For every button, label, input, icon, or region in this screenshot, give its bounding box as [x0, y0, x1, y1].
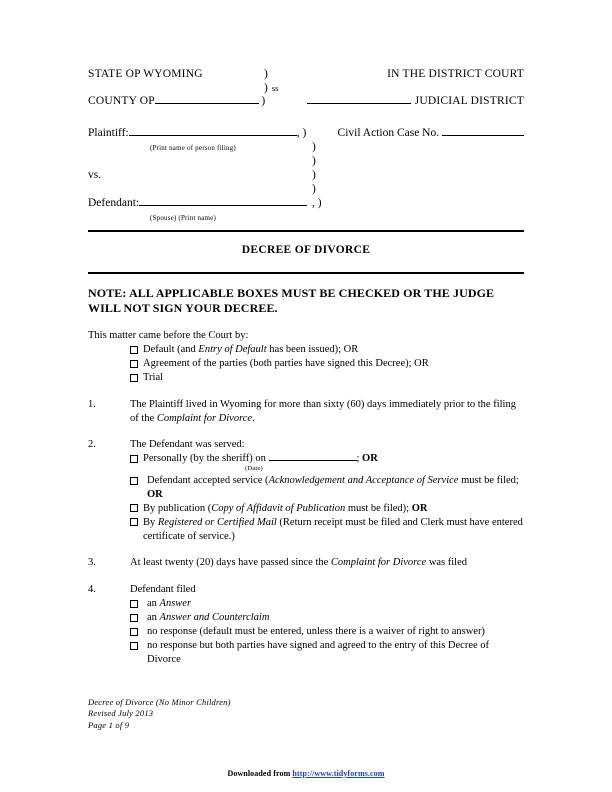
accepted-italic: Acknowledgement and Acceptance of Service — [268, 475, 459, 487]
spacer-cell-1 — [88, 155, 312, 167]
checkbox-label-accepted-service — [143, 474, 524, 501]
item-body-3 — [130, 556, 524, 570]
mail-italic: Registered or Certified Mail — [157, 516, 277, 528]
counterclaim-pre: an — [147, 612, 160, 624]
checkbox-answer-counterclaim[interactable] — [130, 614, 138, 622]
checkbox-label-default — [143, 343, 524, 357]
defendant-label: Defendant: — [88, 197, 140, 209]
party-paren-4: ) — [312, 169, 316, 181]
judicial-district-label: JUDICIAL DISTRICT — [414, 95, 524, 107]
caption-paren-1: ) — [264, 68, 268, 80]
footer-form-name: Decree of Divorce (No Minor Children) — [88, 697, 231, 707]
spacer-cell-7 — [358, 211, 524, 223]
download-watermark — [0, 769, 612, 778]
document-footer — [88, 697, 231, 731]
checkbox-row-personal-service[interactable] — [130, 452, 524, 466]
publication-or: OR — [411, 502, 428, 514]
accepted-post: must be filed; — [458, 475, 519, 487]
checkbox-row-accepted-service[interactable] — [130, 474, 524, 501]
checkbox-certified-mail[interactable] — [130, 518, 138, 526]
spacer-cell-5 — [358, 183, 524, 195]
county-label: COUNTY OP — [88, 95, 155, 107]
party-paren-7 — [312, 211, 358, 223]
spacer-right — [310, 82, 524, 94]
numbered-item-3 — [88, 556, 524, 570]
label-italic: Entry of Default — [198, 344, 267, 356]
mail-pre: By — [143, 516, 158, 528]
numbered-item-2 — [88, 438, 524, 452]
personal-post: ; — [356, 453, 363, 465]
title-rule-bottom — [88, 272, 524, 274]
page-title: DECREE OF DIVORCE — [241, 244, 371, 256]
party-caption-block — [88, 127, 524, 225]
plaintiff-sublabel: (Print name of person filing) — [150, 144, 236, 152]
service-date-sublabel: (Date) — [245, 465, 263, 473]
county-field — [88, 95, 261, 107]
note-text: NOTE: ALL APPLICABLE BOXES MUST BE CHECKED OR THE JUDGE WILL NOT SIGN YOUR DECREE. — [88, 286, 495, 315]
spacer-cell-4 — [88, 183, 312, 195]
plaintiff-field — [88, 127, 297, 139]
sub-spacer-1 — [358, 141, 524, 153]
checkbox-label-no-response-agreed: no response but both parties have signed and agreed to the entry of this Decree of Divorce — [147, 640, 490, 666]
checkbox-accepted-service[interactable] — [130, 477, 138, 485]
checkbox-row-no-response[interactable] — [130, 625, 524, 639]
checkbox-row-default[interactable] — [130, 343, 524, 357]
caption-spacer-row-2 — [88, 183, 524, 197]
spacer-cell-6 — [358, 197, 524, 209]
case-number-field — [338, 127, 524, 139]
publication-post: must be filed); — [345, 502, 412, 514]
caption-paren-ss — [264, 82, 310, 94]
item-body-2: The Defendant was served: — [130, 439, 245, 451]
watermark-label: Downloaded from — [227, 769, 291, 778]
checkbox-label-personal-service — [143, 452, 524, 466]
plaintiff-sublabel-row — [88, 141, 524, 155]
footer-revision-date: Revised July 2013 — [88, 708, 154, 719]
header-row-ss — [88, 82, 524, 94]
state-label: STATE OP WYOMING — [88, 68, 203, 80]
service-date-blank[interactable] — [269, 460, 357, 461]
plaintiff-row — [88, 127, 524, 141]
paren-glyph: ) — [264, 82, 268, 94]
ss-notation: ss — [271, 83, 279, 93]
checkbox-no-response[interactable] — [130, 628, 138, 636]
plaintiff-label: Plaintiff: — [88, 127, 129, 139]
checkbox-answer[interactable] — [130, 600, 138, 608]
item-1-pre: The Plaintiff lived in Wyoming for more than sixty (60) days immediately prior to the filing of the — [130, 399, 516, 424]
plaintiff-sub-wrap — [88, 141, 312, 153]
counterclaim-italic: Answer and Counterclaim — [159, 612, 270, 624]
vs-row — [88, 169, 524, 183]
party-paren-2: ) — [312, 141, 316, 153]
accepted-or: OR — [147, 488, 163, 500]
checkbox-agreement[interactable] — [130, 360, 138, 368]
checkbox-label-publication — [143, 502, 524, 516]
lead-line: This matter came before the Court by: — [88, 330, 249, 341]
item-number-3: 3. — [88, 557, 96, 569]
spacer-cell-2 — [358, 155, 524, 167]
county-blank[interactable] — [155, 103, 259, 104]
label-pre: Default (and — [143, 344, 199, 356]
checkbox-row-agreement[interactable] — [130, 357, 524, 371]
plaintiff-name-blank[interactable] — [129, 135, 297, 136]
judicial-district-blank[interactable] — [307, 103, 411, 104]
item-number-2: 2. — [88, 439, 96, 451]
numbered-item-4 — [88, 583, 524, 597]
defendant-sublabel-row — [88, 211, 524, 225]
checkbox-label-certified-mail — [143, 516, 524, 543]
label-post: has been issued); OR — [266, 344, 359, 356]
mail-post: (Return receipt must be filed and Clerk must have entered certificate of service.) — [143, 516, 523, 542]
spacer-left — [88, 82, 264, 94]
item-1-italic: Complaint for Divorce — [156, 412, 253, 424]
item-number-1: 1. — [88, 399, 96, 411]
numbered-item-1 — [88, 398, 524, 425]
party-paren-1: , ) — [296, 127, 307, 139]
judicial-district-field — [307, 95, 524, 107]
checkbox-label-trial: Trial — [143, 372, 164, 384]
checkbox-default[interactable] — [130, 346, 138, 354]
caption-paren-2: ) — [261, 95, 266, 107]
footer-page-number: Page 1 of 9 — [88, 719, 130, 730]
header-row-county — [88, 95, 524, 107]
checkbox-label-no-response: no response (default must be entered, unless there is a waiver of right to answer) — [147, 626, 485, 638]
publication-italic: Copy of Affidavit of Publication — [211, 502, 346, 514]
answer-pre: an — [147, 598, 160, 610]
personal-or: OR — [362, 453, 378, 465]
defendant-row — [88, 197, 524, 211]
party-paren-6: , ) — [312, 197, 322, 209]
court-header — [88, 68, 524, 107]
defendant-sub-wrap — [88, 211, 312, 223]
case-no-blank[interactable] — [442, 135, 524, 136]
item-body-1 — [130, 398, 524, 425]
checkbox-no-response-agreed[interactable] — [130, 642, 138, 650]
defendant-field — [88, 197, 312, 209]
checkbox-row-answer-counterclaim[interactable] — [130, 611, 524, 625]
vs-label: vs. — [88, 169, 102, 181]
checkbox-label-agreement: Agreement of the parties (both parties have signed this Decree); OR — [143, 358, 429, 370]
header-row-state — [88, 68, 524, 80]
spacer-cell-3 — [358, 169, 524, 181]
party-paren-5: ) — [312, 183, 316, 195]
checkbox-trial[interactable] — [130, 374, 138, 382]
item-3-pre: At least twenty (20) days have passed since the — [130, 557, 331, 569]
case-no-label: Civil Action Case No. — [337, 127, 440, 139]
item-1-post: . — [252, 412, 255, 424]
item-number-4: 4. — [88, 583, 96, 595]
document-body — [88, 329, 524, 667]
accepted-pre: Defendant accepted service ( — [147, 475, 269, 487]
checkbox-personal-service[interactable] — [130, 455, 138, 463]
caption-spacer-row-1 — [88, 155, 524, 169]
item-3-italic: Complaint for Divorce — [330, 557, 427, 569]
checkbox-row-trial[interactable] — [130, 371, 524, 385]
answer-italic: Answer — [159, 598, 192, 610]
defendant-sublabel: (Spouse) (Print name) — [150, 214, 217, 222]
publication-pre: By publication ( — [143, 502, 212, 514]
checkbox-publication[interactable] — [130, 504, 138, 512]
personal-pre: Personally (by the sheriff) on — [143, 453, 269, 465]
checkbox-label-answer — [143, 597, 524, 611]
checkbox-row-no-response-agreed[interactable] — [130, 639, 524, 666]
district-court-label: IN THE DISTRICT COURT — [387, 68, 524, 80]
item-body-4: Defendant filed — [130, 583, 196, 595]
party-paren-3: ) — [312, 155, 316, 167]
checkbox-row-publication[interactable] — [130, 502, 524, 516]
checkbox-row-certified-mail[interactable] — [130, 516, 524, 543]
checkbox-label-answer-counterclaim — [143, 611, 524, 625]
defendant-name-blank[interactable] — [139, 205, 307, 206]
checkbox-row-answer[interactable] — [130, 597, 524, 611]
watermark-url[interactable]: http://www.tidyforms.com — [292, 769, 385, 778]
title-rule-top — [88, 230, 524, 232]
item-3-post: was filed — [426, 557, 468, 569]
